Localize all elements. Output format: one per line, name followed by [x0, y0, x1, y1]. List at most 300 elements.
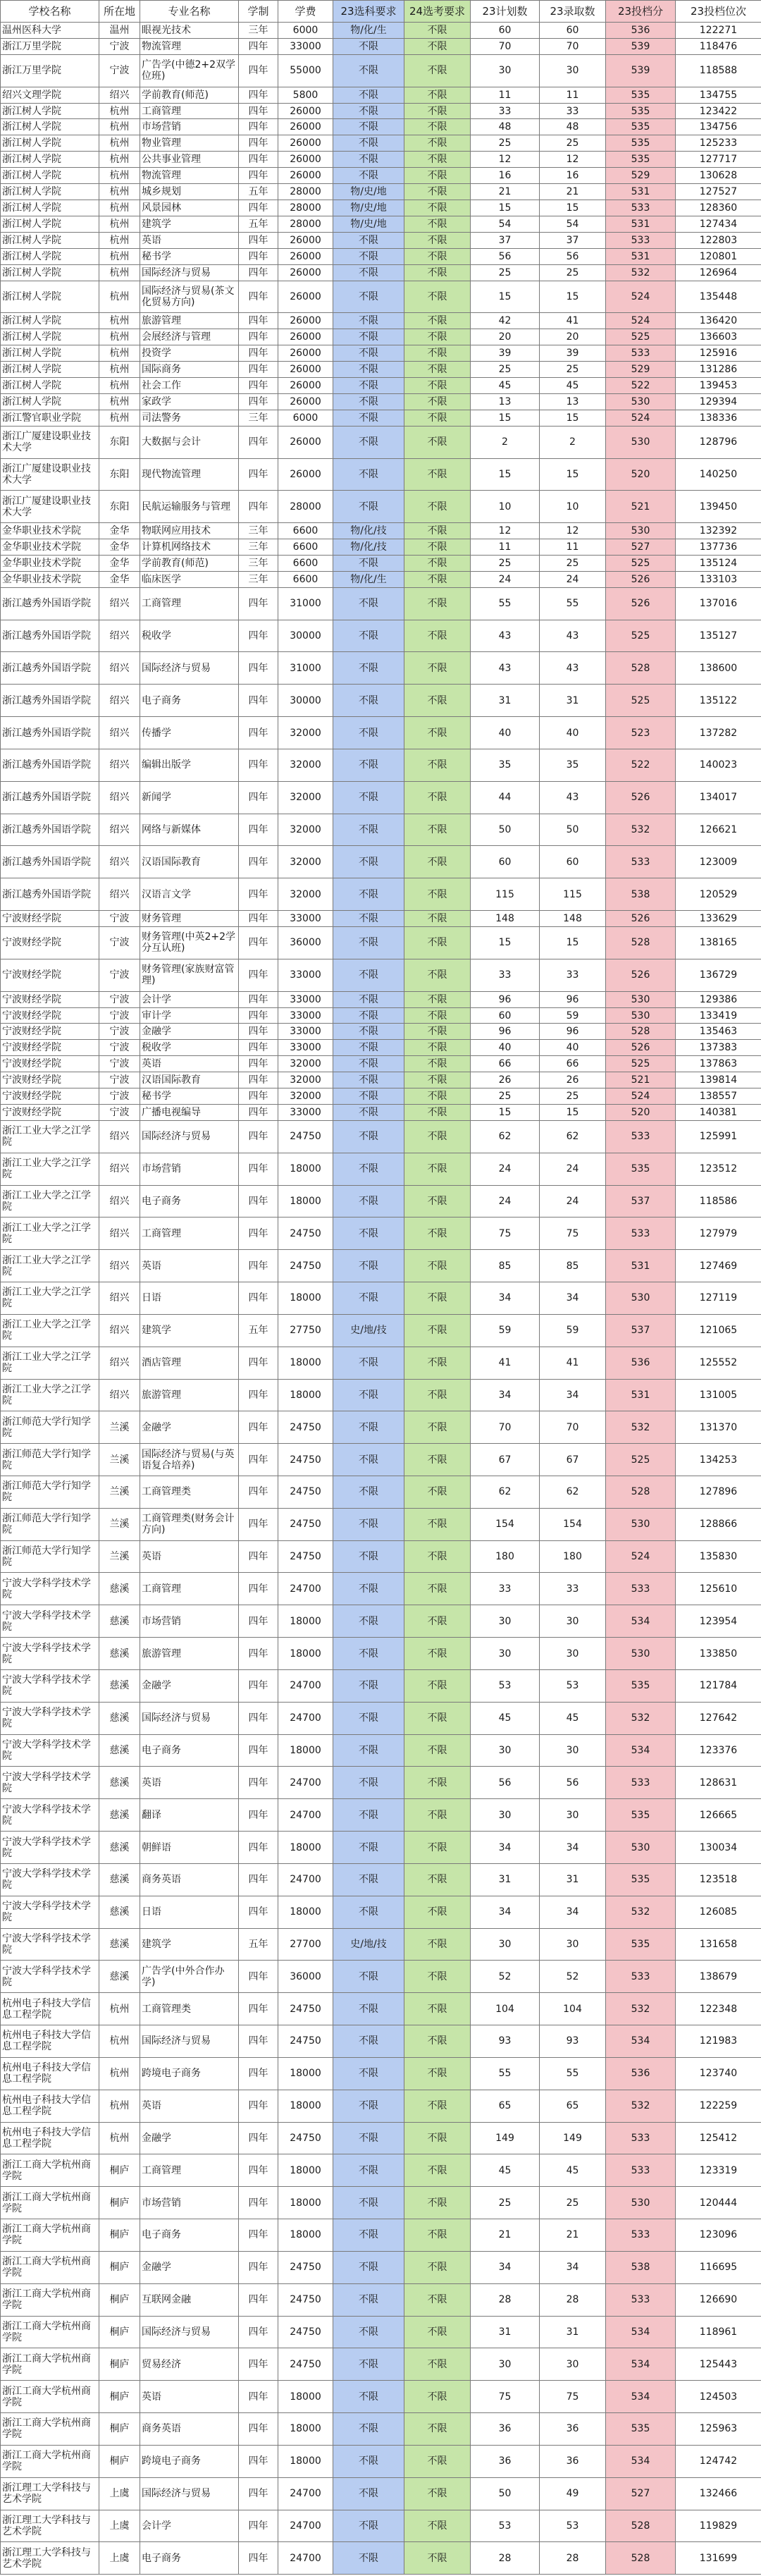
subject-req-23-cell: 不限 [333, 1734, 404, 1767]
location-cell: 慈溪 [99, 1928, 140, 1961]
table-row [1, 103, 761, 119]
plan-count-23-cell: 30 [471, 54, 540, 87]
cutoff-score-23-cell: 525 [606, 620, 676, 652]
tuition-cell: 24750 [278, 1476, 333, 1509]
duration-cell: 四年 [239, 281, 278, 313]
tuition-cell: 55000 [278, 54, 333, 87]
tuition-cell: 32000 [278, 717, 333, 749]
plan-count-23-cell: 15 [471, 410, 540, 426]
duration-cell: 四年 [239, 1669, 278, 1702]
table-row [1, 1540, 761, 1573]
subject-req-23-cell: 物/史/地 [333, 216, 404, 232]
table-row [1, 749, 761, 781]
plan-count-23-cell: 25 [471, 555, 540, 571]
school-name-cell: 宁波财经学院 [1, 1104, 99, 1120]
subject-req-24-cell: 不限 [404, 2348, 471, 2381]
cutoff-rank-23-cell: 138165 [676, 926, 761, 959]
plan-count-23-cell: 93 [471, 2025, 540, 2058]
cutoff-rank-23-cell: 133850 [676, 1638, 761, 1670]
school-name-cell: 浙江越秀外国语学院 [1, 587, 99, 620]
cutoff-score-23-cell: 535 [606, 1928, 676, 1961]
table-row [1, 200, 761, 216]
cutoff-rank-23-cell: 118961 [676, 2316, 761, 2348]
major-name-cell: 国际经济与贸易 [140, 1120, 239, 1153]
table-row [1, 2025, 761, 2058]
cutoff-rank-23-cell: 123740 [676, 2057, 761, 2090]
duration-cell: 四年 [239, 200, 278, 216]
subject-req-24-cell: 不限 [404, 1928, 471, 1961]
cutoff-rank-23-cell: 125443 [676, 2348, 761, 2381]
duration-cell: 五年 [239, 1928, 278, 1961]
subject-req-23-cell: 不限 [333, 2122, 404, 2154]
header-school-name: 学校名称 [1, 1, 99, 23]
header-location: 所在地 [99, 1, 140, 23]
school-name-cell: 宁波财经学院 [1, 1072, 99, 1088]
duration-cell: 四年 [239, 1638, 278, 1670]
duration-cell: 四年 [239, 2025, 278, 2058]
plan-count-23-cell: 45 [471, 1702, 540, 1734]
plan-count-23-cell: 40 [471, 1040, 540, 1056]
cutoff-score-23-cell: 535 [606, 1153, 676, 1185]
subject-req-23-cell: 不限 [333, 587, 404, 620]
plan-count-23-cell: 39 [471, 345, 540, 362]
tuition-cell: 24700 [278, 1669, 333, 1702]
duration-cell: 四年 [239, 2413, 278, 2446]
tuition-cell: 33000 [278, 38, 333, 54]
subject-req-23-cell: 不限 [333, 1605, 404, 1638]
tuition-cell: 24750 [278, 2316, 333, 2348]
cutoff-score-23-cell: 532 [606, 2090, 676, 2122]
tuition-cell: 24700 [278, 2510, 333, 2542]
subject-req-23-cell: 不限 [333, 1185, 404, 1218]
cutoff-score-23-cell: 533 [606, 345, 676, 362]
table-row [1, 1928, 761, 1961]
admit-count-23-cell: 34 [540, 2251, 606, 2283]
duration-cell: 四年 [239, 587, 278, 620]
table-row [1, 571, 761, 587]
major-name-cell: 会展经济与管理 [140, 329, 239, 345]
table-row [1, 1104, 761, 1120]
admit-count-23-cell: 10 [540, 491, 606, 523]
location-cell: 绍兴 [99, 1314, 140, 1347]
plan-count-23-cell: 115 [471, 878, 540, 911]
subject-req-23-cell: 不限 [333, 2542, 404, 2575]
subject-req-24-cell: 不限 [404, 2413, 471, 2446]
admit-count-23-cell: 48 [540, 119, 606, 135]
cutoff-rank-23-cell: 125610 [676, 1573, 761, 1605]
subject-req-23-cell: 不限 [333, 959, 404, 991]
admit-count-23-cell: 21 [540, 2219, 606, 2252]
cutoff-score-23-cell: 520 [606, 458, 676, 491]
school-name-cell: 浙江工商大学杭州商学院 [1, 2154, 99, 2187]
plan-count-23-cell: 30 [471, 1638, 540, 1670]
tuition-cell: 31000 [278, 587, 333, 620]
location-cell: 慈溪 [99, 1799, 140, 1832]
school-name-cell: 宁波财经学院 [1, 1040, 99, 1056]
school-name-cell: 浙江树人学院 [1, 377, 99, 393]
school-name-cell: 浙江树人学院 [1, 264, 99, 281]
major-name-cell: 物流管理 [140, 38, 239, 54]
cutoff-score-23-cell: 533 [606, 2283, 676, 2316]
cutoff-score-23-cell: 525 [606, 1056, 676, 1072]
location-cell: 桐庐 [99, 2381, 140, 2413]
subject-req-23-cell: 不限 [333, 717, 404, 749]
duration-cell: 四年 [239, 1702, 278, 1734]
plan-count-23-cell: 65 [471, 2090, 540, 2122]
plan-count-23-cell: 56 [471, 1767, 540, 1799]
major-name-cell: 临床医学 [140, 571, 239, 587]
location-cell: 杭州 [99, 135, 140, 152]
subject-req-23-cell: 不限 [333, 1347, 404, 1379]
school-name-cell: 宁波大学科学技术学院 [1, 1669, 99, 1702]
location-cell: 金华 [99, 539, 140, 556]
subject-req-23-cell: 不限 [333, 362, 404, 378]
cutoff-score-23-cell: 528 [606, 2510, 676, 2542]
table-row [1, 1863, 761, 1896]
location-cell: 桐庐 [99, 2348, 140, 2381]
plan-count-23-cell: 96 [471, 991, 540, 1007]
school-name-cell: 浙江树人学院 [1, 362, 99, 378]
subject-req-24-cell: 不限 [404, 491, 471, 523]
admit-count-23-cell: 41 [540, 1347, 606, 1379]
tuition-cell: 32000 [278, 1072, 333, 1088]
table-row [1, 184, 761, 200]
school-name-cell: 浙江越秀外国语学院 [1, 781, 99, 814]
subject-req-24-cell: 不限 [404, 2122, 471, 2154]
major-name-cell: 学前教育(师范) [140, 555, 239, 571]
plan-count-23-cell: 45 [471, 377, 540, 393]
subject-req-23-cell: 物/化/技 [333, 539, 404, 556]
cutoff-rank-23-cell: 136729 [676, 959, 761, 991]
school-name-cell: 金华职业技术学院 [1, 523, 99, 539]
admit-count-23-cell: 39 [540, 345, 606, 362]
table-row [1, 717, 761, 749]
cutoff-rank-23-cell: 134017 [676, 781, 761, 814]
tuition-cell: 26000 [278, 119, 333, 135]
major-name-cell: 会计学 [140, 991, 239, 1007]
school-name-cell: 浙江树人学院 [1, 329, 99, 345]
table-row [1, 458, 761, 491]
cutoff-rank-23-cell: 125552 [676, 1347, 761, 1379]
table-row [1, 38, 761, 54]
tuition-cell: 24750 [278, 2348, 333, 2381]
school-name-cell: 浙江师范大学行知学院 [1, 1411, 99, 1444]
subject-req-23-cell: 史/地/技 [333, 1928, 404, 1961]
major-name-cell: 家政学 [140, 393, 239, 410]
cutoff-rank-23-cell: 131370 [676, 1411, 761, 1444]
table-row [1, 329, 761, 345]
subject-req-24-cell: 不限 [404, 1863, 471, 1896]
cutoff-score-23-cell: 528 [606, 1024, 676, 1040]
duration-cell: 四年 [239, 620, 278, 652]
subject-req-23-cell: 不限 [333, 313, 404, 329]
cutoff-score-23-cell: 528 [606, 2542, 676, 2575]
cutoff-score-23-cell: 524 [606, 1540, 676, 1573]
major-name-cell: 国际经济与贸易 [140, 2477, 239, 2510]
subject-req-24-cell: 不限 [404, 523, 471, 539]
subject-req-24-cell: 不限 [404, 1638, 471, 1670]
subject-req-24-cell: 不限 [404, 2057, 471, 2090]
cutoff-score-23-cell: 536 [606, 2057, 676, 2090]
cutoff-score-23-cell: 527 [606, 539, 676, 556]
cutoff-rank-23-cell: 127896 [676, 1476, 761, 1509]
school-name-cell: 宁波财经学院 [1, 1024, 99, 1040]
table-row [1, 2381, 761, 2413]
plan-count-23-cell: 25 [471, 2187, 540, 2219]
plan-count-23-cell: 16 [471, 168, 540, 184]
location-cell: 宁波 [99, 1072, 140, 1088]
duration-cell: 四年 [239, 313, 278, 329]
cutoff-rank-23-cell: 140250 [676, 458, 761, 491]
tuition-cell: 24750 [278, 1508, 333, 1540]
location-cell: 杭州 [99, 345, 140, 362]
tuition-cell: 33000 [278, 991, 333, 1007]
cutoff-score-23-cell: 530 [606, 991, 676, 1007]
admit-count-23-cell: 41 [540, 313, 606, 329]
admit-count-23-cell: 53 [540, 2510, 606, 2542]
location-cell: 慈溪 [99, 1767, 140, 1799]
subject-req-23-cell: 不限 [333, 2348, 404, 2381]
major-name-cell: 国际经济与贸易(与英语复合培养) [140, 1444, 239, 1476]
major-name-cell: 商务英语 [140, 2413, 239, 2446]
table-row [1, 135, 761, 152]
cutoff-score-23-cell: 533 [606, 1961, 676, 1993]
admit-count-23-cell: 96 [540, 991, 606, 1007]
subject-req-24-cell: 不限 [404, 1379, 471, 1411]
location-cell: 上虞 [99, 2510, 140, 2542]
major-name-cell: 工商管理类 [140, 1993, 239, 2025]
table-row [1, 1767, 761, 1799]
admit-count-23-cell: 16 [540, 168, 606, 184]
cutoff-score-23-cell: 526 [606, 959, 676, 991]
table-row [1, 781, 761, 814]
major-name-cell: 旅游管理 [140, 313, 239, 329]
subject-req-23-cell: 不限 [333, 2251, 404, 2283]
tuition-cell: 31000 [278, 652, 333, 685]
cutoff-score-23-cell: 524 [606, 313, 676, 329]
tuition-cell: 36000 [278, 1961, 333, 1993]
location-cell: 慈溪 [99, 1573, 140, 1605]
location-cell: 慈溪 [99, 1832, 140, 1864]
plan-count-23-cell: 31 [471, 685, 540, 717]
plan-count-23-cell: 21 [471, 184, 540, 200]
cutoff-rank-23-cell: 125963 [676, 2413, 761, 2446]
admit-count-23-cell: 15 [540, 200, 606, 216]
plan-count-23-cell: 30 [471, 1734, 540, 1767]
subject-req-23-cell: 不限 [333, 1411, 404, 1444]
location-cell: 桐庐 [99, 2187, 140, 2219]
cutoff-score-23-cell: 522 [606, 749, 676, 781]
tuition-cell: 5800 [278, 87, 333, 103]
admit-count-23-cell: 30 [540, 1799, 606, 1832]
cutoff-score-23-cell: 531 [606, 1379, 676, 1411]
duration-cell: 四年 [239, 991, 278, 1007]
school-name-cell: 浙江工业大学之江学院 [1, 1314, 99, 1347]
location-cell: 桐庐 [99, 2251, 140, 2283]
duration-cell: 四年 [239, 458, 278, 491]
subject-req-24-cell: 不限 [404, 1799, 471, 1832]
school-name-cell: 浙江工商大学杭州商学院 [1, 2348, 99, 2381]
cutoff-rank-23-cell: 118586 [676, 1185, 761, 1218]
duration-cell: 四年 [239, 911, 278, 927]
major-name-cell: 汉语国际教育 [140, 846, 239, 878]
admit-count-23-cell: 26 [540, 1072, 606, 1088]
school-name-cell: 浙江广厦建设职业技术大学 [1, 426, 99, 458]
location-cell: 桐庐 [99, 2413, 140, 2446]
cutoff-rank-23-cell: 120529 [676, 878, 761, 911]
admit-count-23-cell: 24 [540, 571, 606, 587]
table-row [1, 2510, 761, 2542]
cutoff-rank-23-cell: 138600 [676, 652, 761, 685]
duration-cell: 四年 [239, 1961, 278, 1993]
duration-cell: 四年 [239, 2381, 278, 2413]
table-row [1, 264, 761, 281]
cutoff-score-23-cell: 521 [606, 1072, 676, 1088]
admit-count-23-cell: 180 [540, 1540, 606, 1573]
subject-req-23-cell: 不限 [333, 991, 404, 1007]
table-row [1, 878, 761, 911]
major-name-cell: 广告学(中外合作办学) [140, 1961, 239, 1993]
admit-count-23-cell: 45 [540, 377, 606, 393]
major-name-cell: 英语 [140, 1540, 239, 1573]
school-name-cell: 浙江师范大学行知学院 [1, 1444, 99, 1476]
location-cell: 兰溪 [99, 1476, 140, 1509]
duration-cell: 四年 [239, 781, 278, 814]
duration-cell: 四年 [239, 329, 278, 345]
plan-count-23-cell: 33 [471, 1573, 540, 1605]
cutoff-score-23-cell: 535 [606, 87, 676, 103]
major-name-cell: 会计学 [140, 2510, 239, 2542]
table-row [1, 539, 761, 556]
tuition-cell: 6600 [278, 539, 333, 556]
subject-req-24-cell: 不限 [404, 926, 471, 959]
subject-req-23-cell: 不限 [333, 232, 404, 248]
duration-cell: 四年 [239, 1573, 278, 1605]
major-name-cell: 司法警务 [140, 410, 239, 426]
tuition-cell: 26000 [278, 264, 333, 281]
plan-count-23-cell: 53 [471, 2510, 540, 2542]
plan-count-23-cell: 28 [471, 2542, 540, 2575]
location-cell: 杭州 [99, 329, 140, 345]
admit-count-23-cell: 31 [540, 685, 606, 717]
school-name-cell: 宁波大学科学技术学院 [1, 1896, 99, 1928]
admit-count-23-cell: 45 [540, 1702, 606, 1734]
cutoff-rank-23-cell: 128360 [676, 200, 761, 216]
school-name-cell: 浙江理工大学科技与艺术学院 [1, 2477, 99, 2510]
major-name-cell: 英语 [140, 2381, 239, 2413]
school-name-cell: 浙江越秀外国语学院 [1, 814, 99, 846]
plan-count-23-cell: 62 [471, 1120, 540, 1153]
duration-cell: 四年 [239, 1379, 278, 1411]
tuition-cell: 26000 [278, 426, 333, 458]
cutoff-score-23-cell: 521 [606, 491, 676, 523]
location-cell: 绍兴 [99, 1185, 140, 1218]
duration-cell: 四年 [239, 168, 278, 184]
cutoff-score-23-cell: 537 [606, 1314, 676, 1347]
location-cell: 金华 [99, 555, 140, 571]
table-row [1, 1508, 761, 1540]
school-name-cell: 浙江工商大学杭州商学院 [1, 2381, 99, 2413]
subject-req-24-cell: 不限 [404, 329, 471, 345]
duration-cell: 四年 [239, 1072, 278, 1088]
duration-cell: 五年 [239, 216, 278, 232]
subject-req-24-cell: 不限 [404, 1993, 471, 2025]
subject-req-24-cell: 不限 [404, 135, 471, 152]
plan-count-23-cell: 56 [471, 248, 540, 264]
cutoff-rank-23-cell: 133103 [676, 571, 761, 587]
tuition-cell: 18000 [278, 1638, 333, 1670]
admit-count-23-cell: 104 [540, 1993, 606, 2025]
cutoff-rank-23-cell: 126690 [676, 2283, 761, 2316]
cutoff-score-23-cell: 526 [606, 1040, 676, 1056]
tuition-cell: 6600 [278, 555, 333, 571]
cutoff-rank-23-cell: 134756 [676, 119, 761, 135]
major-name-cell: 电子商务 [140, 1185, 239, 1218]
school-name-cell: 浙江工商大学杭州商学院 [1, 2283, 99, 2316]
duration-cell: 四年 [239, 377, 278, 393]
admit-count-23-cell: 36 [540, 2445, 606, 2477]
plan-count-23-cell: 30 [471, 2348, 540, 2381]
subject-req-23-cell: 不限 [333, 152, 404, 168]
cutoff-rank-23-cell: 140023 [676, 749, 761, 781]
table-row [1, 2251, 761, 2283]
tuition-cell: 18000 [278, 1153, 333, 1185]
admit-count-23-cell: 43 [540, 620, 606, 652]
tuition-cell: 26000 [278, 362, 333, 378]
subject-req-23-cell: 不限 [333, 1040, 404, 1056]
tuition-cell: 26000 [278, 168, 333, 184]
tuition-cell: 26000 [278, 345, 333, 362]
major-name-cell: 贸易经济 [140, 2348, 239, 2381]
school-name-cell: 浙江树人学院 [1, 281, 99, 313]
table-row [1, 87, 761, 103]
subject-req-24-cell: 不限 [404, 1896, 471, 1928]
subject-req-24-cell: 不限 [404, 313, 471, 329]
admit-count-23-cell: 30 [540, 1928, 606, 1961]
plan-count-23-cell: 31 [471, 2316, 540, 2348]
plan-count-23-cell: 75 [471, 1218, 540, 1250]
subject-req-24-cell: 不限 [404, 1314, 471, 1347]
major-name-cell: 网络与新媒体 [140, 814, 239, 846]
duration-cell: 四年 [239, 1153, 278, 1185]
tuition-cell: 33000 [278, 959, 333, 991]
plan-count-23-cell: 30 [471, 1928, 540, 1961]
location-cell: 杭州 [99, 248, 140, 264]
duration-cell: 三年 [239, 555, 278, 571]
duration-cell: 四年 [239, 2348, 278, 2381]
location-cell: 宁波 [99, 1007, 140, 1024]
tuition-cell: 18000 [278, 1896, 333, 1928]
table-row [1, 152, 761, 168]
table-row [1, 1040, 761, 1056]
school-name-cell: 宁波大学科学技术学院 [1, 1734, 99, 1767]
major-name-cell: 大数据与会计 [140, 426, 239, 458]
major-name-cell: 英语 [140, 1250, 239, 1282]
tuition-cell: 24750 [278, 1444, 333, 1476]
location-cell: 宁波 [99, 38, 140, 54]
subject-req-24-cell: 不限 [404, 1088, 471, 1105]
subject-req-23-cell: 不限 [333, 1961, 404, 1993]
plan-count-23-cell: 12 [471, 152, 540, 168]
cutoff-score-23-cell: 533 [606, 1767, 676, 1799]
table-row [1, 1573, 761, 1605]
admit-count-23-cell: 21 [540, 184, 606, 200]
subject-req-24-cell: 不限 [404, 1347, 471, 1379]
cutoff-rank-23-cell: 139814 [676, 1072, 761, 1088]
tuition-cell: 6600 [278, 571, 333, 587]
subject-req-24-cell: 不限 [404, 1185, 471, 1218]
plan-count-23-cell: 2 [471, 426, 540, 458]
